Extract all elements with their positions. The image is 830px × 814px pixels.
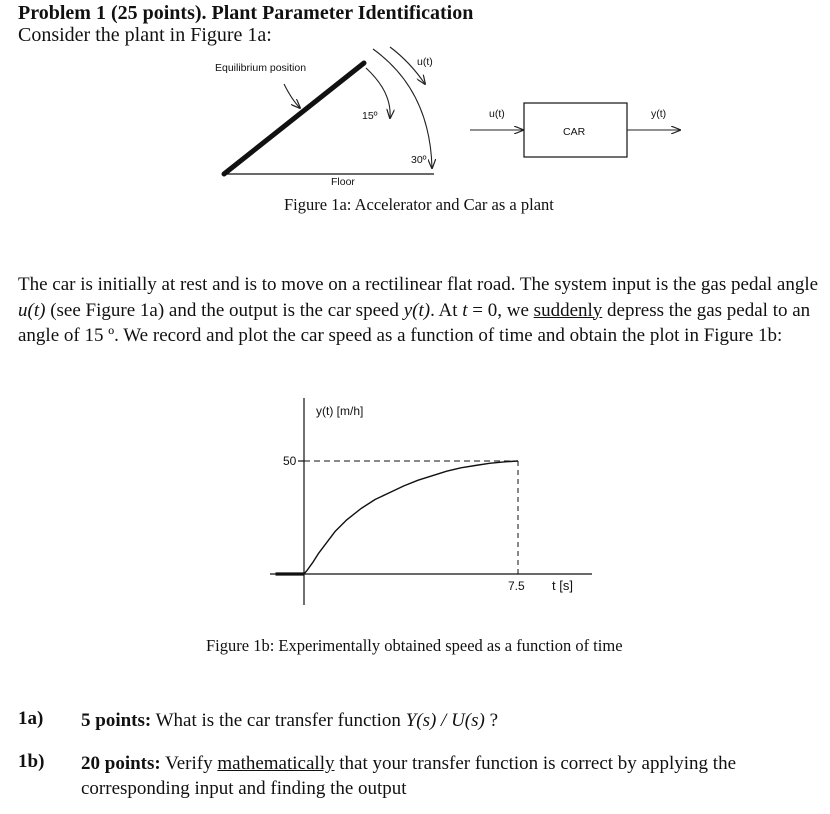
question-1b-body-2: that your transfer function is correct by applying the corresponding input and finding the output	[81, 753, 736, 799]
question-1a-text	[81, 708, 498, 733]
chart-xlabel: t [s]	[552, 578, 573, 593]
problem-paragraph	[18, 272, 823, 349]
question-1a-tail: ?	[484, 710, 499, 731]
question-1b-body-1: Verify	[160, 753, 218, 774]
chart-series	[276, 461, 519, 574]
chart-ylabel: y(t) [m/h]	[316, 404, 364, 418]
pedal-bar	[224, 63, 364, 174]
suddenly-underlined: suddenly	[533, 299, 603, 321]
transfer-function-expression: Y(s) / U(s)	[405, 710, 485, 731]
figure-1a-caption: Figure 1a: Accelerator and Car as a plant	[284, 195, 554, 214]
y-expression: y(t)	[403, 299, 431, 321]
question-1b-text	[81, 751, 821, 801]
paragraph-text-2: (see Figure 1a) and the output is the car speed	[45, 299, 404, 321]
pedal-input-label: u(t)	[417, 56, 433, 68]
question-1a-label: 1a)	[18, 708, 44, 729]
x-tick-label: 7.5	[508, 579, 525, 593]
question-1a-points: 5 points:	[81, 710, 152, 731]
t-expression: t	[462, 299, 468, 321]
car-block-label: CAR	[563, 126, 586, 138]
paragraph-text-5: depress the gas pedal to an angle of 15 º. We record and plot the car speed as a function of time and obtain the plot in Figure 1b:	[18, 299, 811, 346]
equilibrium-label: Equilibrium position	[215, 62, 307, 74]
question-1b-label: 1b)	[18, 751, 45, 772]
question-1b-points: 20 points:	[81, 753, 161, 774]
block-input-label: u(t)	[489, 108, 505, 120]
mathematically-underlined: mathematically	[217, 753, 335, 774]
figure-1b-caption: Figure 1b: Experimentally obtained speed as a function of time	[206, 636, 623, 655]
u-expression: u(t)	[18, 299, 46, 321]
paragraph-text-3: . At	[430, 299, 463, 321]
paragraph-text-1: The car is initially at rest and is to move on a rectilinear flat road. The system input is the gas pedal angle	[18, 274, 819, 295]
floor-label: Floor	[331, 176, 355, 188]
paragraph-text-4: = 0, we	[467, 299, 534, 321]
step-response-series-line	[304, 461, 518, 574]
block-output-label: y(t)	[651, 108, 667, 120]
problem-title: Problem 1 (25 points). Plant Parameter Identification	[18, 2, 474, 24]
angle-30-label: 30º	[411, 154, 427, 166]
problem-intro: Consider the plant in Figure 1a:	[18, 24, 272, 46]
question-1a-body: What is the car transfer function	[151, 710, 406, 731]
y-tick-label: 50	[283, 454, 297, 468]
equilibrium-pointer-arrow	[284, 84, 300, 108]
figure-1a	[0, 0, 830, 260]
angle-15-label: 15º	[362, 110, 378, 122]
